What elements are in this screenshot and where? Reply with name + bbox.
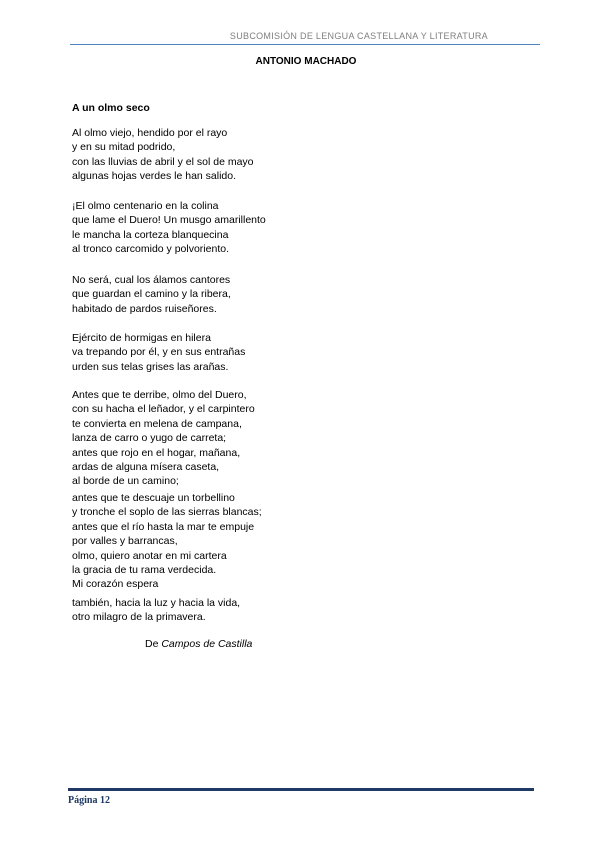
poem-line: antes que el río hasta la mar te empuje [72,520,255,533]
stanza-5 [72,388,255,489]
poem-line: la gracia de tu rama verdecida. [72,564,217,577]
poem-line: antes que te descuaje un torbellino [72,492,235,504]
poem-line: Antes que te derribe, olmo del Duero, [72,389,247,401]
poem-line: urden sus telas grises las arañas. [72,360,229,373]
running-header: SUBCOMISIÓN DE LENGUA CASTELLANA Y LITERATURA [229,31,488,41]
poem-line: algunas hojas verdes le han salido. [72,170,237,183]
poem-line: Al olmo viejo, hendido por el rayo [72,127,228,139]
poem-line: ¡El olmo centenario en la colina [72,200,219,212]
poem-line: ardas de alguna mísera caseta, [72,461,220,474]
poem-line: va trepando por él, y en sus entrañas [72,346,246,359]
stanza-3 [72,273,231,316]
stanza-7 [72,596,240,625]
poem-line: No será, cual los álamos cantores [72,274,231,286]
page-number: Página 12 [68,795,110,806]
poem-line: que guardan el camino y la ribera, [72,288,231,301]
author-name: ANTONIO MACHADO [255,56,357,67]
stanza-2 [72,199,266,257]
source-attribution [145,638,252,650]
footer-rule [68,788,534,791]
poem-line: te convierta en melena de campana, [72,417,242,430]
poem-line: lanza de carro o yugo de carreta; [72,432,227,445]
poem-line: al borde de un camino; [72,475,179,488]
poem-line: con su hacha el leñador, y el carpintero [72,403,255,416]
poem-line: y en su mitad podrido, [72,141,176,154]
poem-line: Ejército de hormigas en hilera [72,332,211,344]
source-work-title: Campos de Castilla [161,638,253,650]
source-prefix: De [145,638,162,650]
stanza-6 [72,491,262,592]
poem-line: con las lluvias de abril y el sol de mayo [72,155,254,168]
poem-title: A un olmo seco [72,102,150,114]
poem-line: y tronche el soplo de las sierras blancas; [72,506,262,519]
poem-line: olmo, quiero anotar en mi cartera [72,549,227,562]
poem-line: habitado de pardos ruiseñores. [72,302,217,315]
poem-line: antes que rojo en el hogar, mañana, [72,446,241,459]
stanza-4 [72,331,245,374]
poem-line: que lame el Duero! Un musgo amarillento [72,214,266,227]
poem-line: Mi corazón espera [72,578,159,591]
poem-line: otro milagro de la primavera. [72,611,206,624]
header-rule [70,44,540,45]
poem-line: le mancha la corteza blanquecina [72,228,229,241]
poem-line: por valles y barrancas, [72,535,178,548]
poem-line: al tronco carcomido y polvoriento. [72,243,229,256]
stanza-1 [72,126,254,184]
poem-line: también, hacia la luz y hacia la vida, [72,597,241,609]
